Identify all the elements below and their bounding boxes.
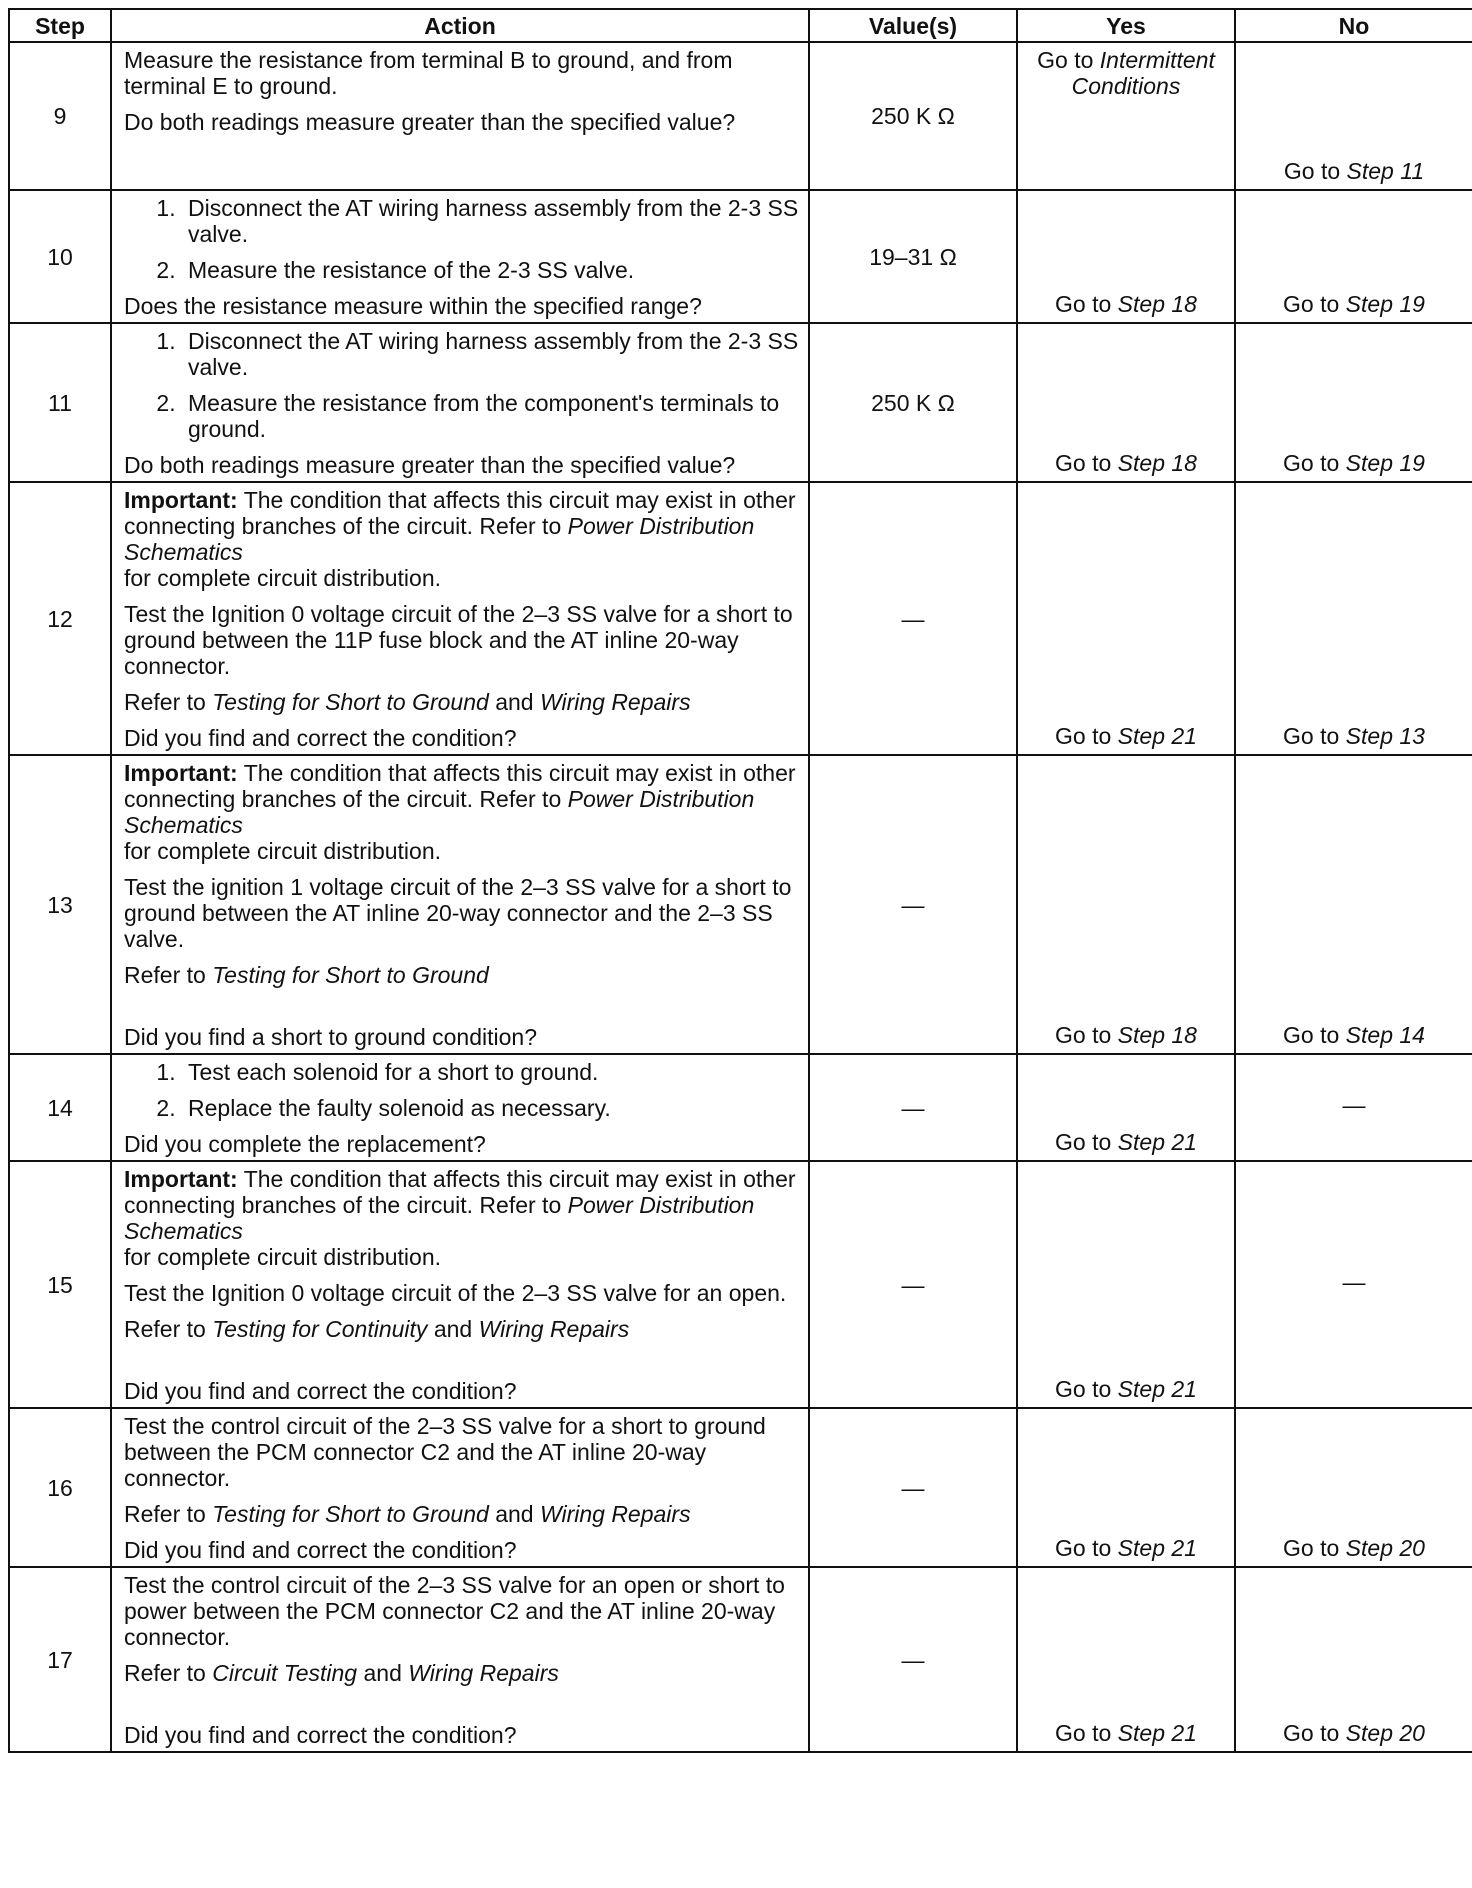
conjunction: and xyxy=(488,689,540,715)
action-cell xyxy=(111,1567,809,1752)
important-note xyxy=(124,487,800,591)
table-body xyxy=(9,42,1472,1752)
value-cell: — xyxy=(809,755,1017,1054)
no-cell xyxy=(1235,323,1472,482)
header-yes: Yes xyxy=(1017,9,1235,42)
action-text xyxy=(124,452,800,478)
action-text-span: Refer to xyxy=(124,1501,213,1527)
reference-link[interactable]: Testing for Short to Ground xyxy=(212,1501,489,1527)
procedure-item: 2. Measure the resistance from the component's terminals to ground. xyxy=(182,390,800,442)
action-text xyxy=(124,725,800,751)
action-text-span: Refer to xyxy=(124,1660,213,1686)
action-text-span: Did you find a short to ground condition? xyxy=(124,1024,537,1050)
action-text xyxy=(124,1572,800,1650)
goto-step-link[interactable]: Step 18 xyxy=(1117,1022,1197,1048)
action-cell xyxy=(111,1054,809,1161)
important-label: Important: xyxy=(124,760,238,786)
table-row xyxy=(9,42,1472,190)
action-text-span: Test the control circuit of the 2–3 SS valve for a short to ground between the PCM connector C2 and the AT inline 20-way connector. xyxy=(124,1413,766,1491)
action-text-span: Did you find and correct the condition? xyxy=(124,1537,517,1563)
no-cell xyxy=(1235,482,1472,755)
action-text xyxy=(124,1537,800,1563)
no-cell xyxy=(1235,1567,1472,1752)
goto-step-link[interactable]: Step 20 xyxy=(1345,1535,1425,1561)
important-tail: for complete circuit distribution. xyxy=(124,838,442,864)
conjunction: and xyxy=(357,1660,409,1686)
reference-link[interactable]: Power Distribution Schematics xyxy=(124,513,755,565)
action-text xyxy=(124,1280,800,1306)
action-text-span: Refer to xyxy=(124,689,213,715)
table-row xyxy=(9,1567,1472,1752)
action-cell xyxy=(111,755,809,1054)
value-cell: — xyxy=(809,1054,1017,1161)
action-text xyxy=(124,47,800,99)
action-text-span: Test the Ignition 0 voltage circuit of the 2–3 SS valve for an open. xyxy=(124,1280,787,1306)
value-cell: 250 K Ω xyxy=(809,323,1017,482)
header-step: Step xyxy=(9,9,111,42)
table-row xyxy=(9,323,1472,482)
goto-step-link[interactable]: Step 20 xyxy=(1345,1720,1425,1746)
goto-step-link[interactable]: Step 21 xyxy=(1117,1535,1197,1561)
action-text xyxy=(124,1722,800,1748)
action-text xyxy=(124,1131,800,1157)
value-cell: — xyxy=(809,482,1017,755)
conjunction: and xyxy=(427,1316,479,1342)
important-label: Important: xyxy=(124,487,238,513)
reference-line xyxy=(124,1501,800,1527)
action-text xyxy=(124,293,800,319)
diagnostic-table-page xyxy=(8,8,1472,1753)
table-row xyxy=(9,1408,1472,1567)
goto-prefix: Go to xyxy=(1283,450,1346,476)
goto-prefix: Go to xyxy=(1283,723,1346,749)
goto-prefix: Go to xyxy=(1055,450,1118,476)
goto-prefix: Go to xyxy=(1283,1022,1346,1048)
reference-link[interactable]: Testing for Continuity xyxy=(212,1316,428,1342)
reference-link[interactable]: Wiring Repairs xyxy=(539,1501,691,1527)
important-tail: for complete circuit distribution. xyxy=(124,565,442,591)
yes-cell xyxy=(1017,42,1235,190)
yes-cell xyxy=(1017,482,1235,755)
action-text-span: Do both readings measure greater than the specified value? xyxy=(124,452,736,478)
diagnostic-table xyxy=(8,8,1472,1753)
table-row xyxy=(9,755,1472,1054)
reference-link[interactable]: Power Distribution Schematics xyxy=(124,1192,755,1244)
yes-cell xyxy=(1017,1054,1235,1161)
action-text xyxy=(124,109,800,135)
procedure-list xyxy=(124,195,800,283)
value-cell: — xyxy=(809,1567,1017,1752)
no-cell xyxy=(1235,42,1472,190)
no-cell xyxy=(1235,755,1472,1054)
action-text xyxy=(124,1413,800,1491)
goto-step-link[interactable]: Step 13 xyxy=(1345,723,1425,749)
no-cell xyxy=(1235,190,1472,323)
step-number: 11 xyxy=(9,323,111,482)
value-cell: — xyxy=(809,1161,1017,1408)
action-text-span: Do both readings measure greater than the specified value? xyxy=(124,109,736,135)
important-note xyxy=(124,1166,800,1270)
reference-link[interactable]: Circuit Testing xyxy=(212,1660,358,1686)
action-text-span: Did you find and correct the condition? xyxy=(124,725,517,751)
goto-prefix: Go to xyxy=(1055,291,1118,317)
goto-prefix: Go to xyxy=(1055,1022,1118,1048)
step-number: 9 xyxy=(9,42,111,190)
step-number: 15 xyxy=(9,1161,111,1408)
reference-link[interactable]: Testing for Short to Ground xyxy=(212,962,489,988)
reference-line xyxy=(124,962,800,988)
goto-prefix: Go to xyxy=(1055,723,1118,749)
action-cell xyxy=(111,1408,809,1567)
step-number: 17 xyxy=(9,1567,111,1752)
goto-prefix: Go to xyxy=(1055,1129,1118,1155)
goto-step-link[interactable]: Step 21 xyxy=(1117,723,1197,749)
reference-link[interactable]: Wiring Repairs xyxy=(408,1660,559,1686)
action-text xyxy=(124,874,800,952)
yes-cell xyxy=(1017,190,1235,323)
important-note xyxy=(124,760,800,864)
reference-line xyxy=(124,1660,800,1686)
procedure-item: 1. Test each solenoid for a short to ground. xyxy=(182,1059,800,1085)
spacer xyxy=(124,1352,800,1378)
no-cell xyxy=(1235,1408,1472,1567)
table-row xyxy=(9,1054,1472,1161)
yes-cell xyxy=(1017,755,1235,1054)
goto-step-link[interactable]: Step 19 xyxy=(1345,450,1425,476)
goto-step-link[interactable]: Step 18 xyxy=(1117,450,1197,476)
value-cell: — xyxy=(809,1408,1017,1567)
step-number: 14 xyxy=(9,1054,111,1161)
step-number: 13 xyxy=(9,755,111,1054)
action-cell xyxy=(111,42,809,190)
procedure-item: 2. Measure the resistance of the 2-3 SS valve. xyxy=(182,257,800,283)
header-action: Action xyxy=(111,9,809,42)
step-number: 10 xyxy=(9,190,111,323)
action-cell xyxy=(111,482,809,755)
important-label: Important: xyxy=(124,1166,238,1192)
header-values: Value(s) xyxy=(809,9,1017,42)
yes-cell xyxy=(1017,1567,1235,1752)
no-cell: — xyxy=(1235,1161,1472,1408)
procedure-item: 2. Replace the faulty solenoid as necessary. xyxy=(182,1095,800,1121)
important-text: The condition that affects this circuit may exist in other connecting branches of the circuit. Refer to xyxy=(124,1166,796,1218)
action-text xyxy=(124,1378,800,1404)
table-row xyxy=(9,190,1472,323)
goto-prefix: Go to xyxy=(1037,47,1100,73)
yes-cell xyxy=(1017,1161,1235,1408)
no-cell: — xyxy=(1235,1054,1472,1161)
yes-cell xyxy=(1017,323,1235,482)
goto-step-link[interactable]: Step 19 xyxy=(1345,291,1425,317)
action-text-span: Test the ignition 1 voltage circuit of the 2–3 SS valve for a short to ground between the AT inline 20-way connector and the 2–3 SS valve. xyxy=(124,874,792,952)
action-text xyxy=(124,601,800,679)
header-no: No xyxy=(1235,9,1472,42)
goto-step-link[interactable]: Step 14 xyxy=(1345,1022,1425,1048)
yes-cell xyxy=(1017,1408,1235,1567)
value-cell: 19–31 Ω xyxy=(809,190,1017,323)
action-text-span: Refer to xyxy=(124,1316,213,1342)
goto-step-link[interactable]: Step 18 xyxy=(1117,291,1197,317)
step-number: 12 xyxy=(9,482,111,755)
reference-link[interactable]: Power Distribution Schematics xyxy=(124,786,755,838)
procedure-item: 1. Disconnect the AT wiring harness assembly from the 2-3 SS valve. xyxy=(182,328,800,380)
action-text xyxy=(124,1024,800,1050)
action-cell xyxy=(111,1161,809,1408)
action-text-span: Test the Ignition 0 voltage circuit of the 2–3 SS valve for a short to ground between the 11P fuse block and the AT inline 20-way connector. xyxy=(124,601,793,679)
important-text: The condition that affects this circuit may exist in other connecting branches of the circuit. Refer to xyxy=(124,487,796,539)
goto-prefix: Go to xyxy=(1055,1376,1118,1402)
table-row xyxy=(9,482,1472,755)
action-text-span: Measure the resistance from terminal B to ground, and from terminal E to ground. xyxy=(124,47,733,99)
action-text-span: Did you find and correct the condition? xyxy=(124,1378,517,1404)
action-text-span: Did you find and correct the condition? xyxy=(124,1722,517,1748)
goto-step-link[interactable]: Step 21 xyxy=(1117,1129,1197,1155)
goto-prefix: Go to xyxy=(1055,1720,1118,1746)
action-text-span: Did you complete the replacement? xyxy=(124,1131,486,1157)
action-cell xyxy=(111,323,809,482)
reference-link[interactable]: Wiring Repairs xyxy=(478,1316,630,1342)
important-text: The condition that affects this circuit may exist in other connecting branches of the circuit. Refer to xyxy=(124,760,796,812)
procedure-list xyxy=(124,1059,800,1121)
conjunction: and xyxy=(488,1501,540,1527)
action-text-span: Test the control circuit of the 2–3 SS valve for an open or short to power between the PCM connector C2 and the AT inline 20-way connector. xyxy=(124,1572,785,1650)
goto-step-link[interactable]: Step 21 xyxy=(1117,1720,1197,1746)
reference-link[interactable]: Wiring Repairs xyxy=(539,689,691,715)
procedure-item: 1. Disconnect the AT wiring harness assembly from the 2-3 SS valve. xyxy=(182,195,800,247)
goto-step-link[interactable]: Step 21 xyxy=(1117,1376,1197,1402)
important-tail: for complete circuit distribution. xyxy=(124,1244,442,1270)
goto-prefix: Go to xyxy=(1055,1535,1118,1561)
goto-prefix: Go to xyxy=(1283,291,1346,317)
reference-link[interactable]: Testing for Short to Ground xyxy=(212,689,489,715)
goto-step-link[interactable]: Intermittent Conditions xyxy=(1071,47,1215,99)
goto-prefix: Go to xyxy=(1283,158,1347,184)
action-text-span: Refer to xyxy=(124,962,213,988)
table-row xyxy=(9,1161,1472,1408)
spacer xyxy=(124,998,800,1024)
goto-step-link[interactable]: Step 11 xyxy=(1346,158,1425,184)
table-header-row xyxy=(9,9,1472,42)
step-number: 16 xyxy=(9,1408,111,1567)
goto-prefix: Go to xyxy=(1283,1720,1346,1746)
value-cell: 250 K Ω xyxy=(809,42,1017,190)
spacer xyxy=(124,1696,800,1722)
action-cell xyxy=(111,190,809,323)
procedure-list xyxy=(124,328,800,442)
reference-line xyxy=(124,1316,800,1342)
action-text-span: Does the resistance measure within the specified range? xyxy=(124,293,702,319)
reference-line xyxy=(124,689,800,715)
goto-prefix: Go to xyxy=(1283,1535,1346,1561)
